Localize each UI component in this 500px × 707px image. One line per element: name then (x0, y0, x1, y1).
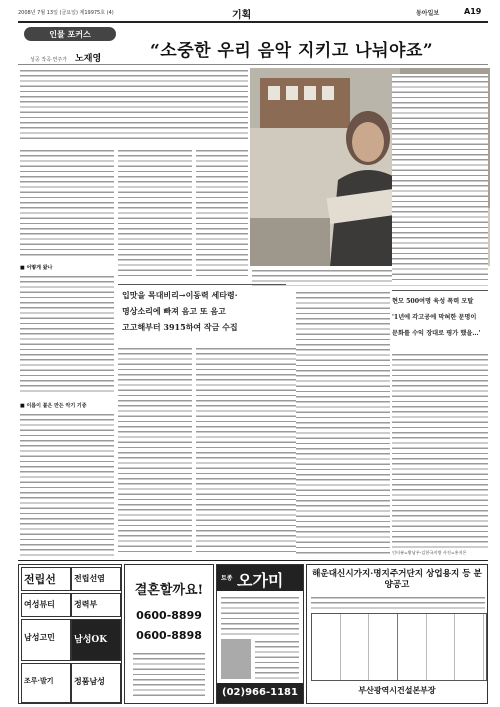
person-prefix: 성공 작곡·연주가 (30, 57, 67, 63)
sidebar-heading-1: ■ 어떻게 왔나 (20, 265, 53, 271)
ad-men-concern[interactable] (21, 619, 71, 661)
left-column-text-1 (20, 148, 114, 258)
estate-notice-table (311, 613, 487, 681)
classifieds-block (18, 564, 122, 704)
page-header (18, 6, 488, 20)
okami-ad-photo (221, 639, 251, 679)
ad-men-concern-title: 남성고민 (24, 632, 55, 642)
right-pull-quote-line-2: '1년에 각고공에 막혀한 문명이 (392, 314, 477, 321)
header-rule (18, 21, 488, 23)
okami-ad-text-2 (255, 639, 299, 679)
column-badge (24, 27, 116, 41)
middle-column-text-3 (118, 346, 192, 556)
headline-rule (18, 64, 488, 65)
estate-notice-title: 해운대신시가지·명지주거단지 상업용지 등 분양공고 (312, 569, 482, 590)
right-pull-quote-line-1: 현모 500여명 육성 폭력 모탈 (392, 298, 474, 305)
middle-column-text-1 (118, 148, 192, 278)
okami-ad-text (221, 595, 299, 635)
column-badge-label: 인물 포커스 (49, 30, 91, 39)
ad-genuine-men-title: 정품남성 (74, 676, 105, 686)
middle-column-text-2 (196, 148, 248, 278)
ad-prostatitis-title: 전립선염 (74, 573, 105, 583)
ads-top-rule (18, 560, 488, 561)
header-paper: 동아일보 (416, 10, 440, 17)
okami-ad-title: 오가미 (237, 571, 284, 590)
estate-notice-ad[interactable] (306, 564, 488, 704)
header-date: 2008년 7월 13일 (금요일) 제19975호 (4) (18, 10, 114, 16)
right-column-text-2 (392, 352, 488, 548)
pull-quote-line-3: 고고해부터 3915하여 작금 수집 (122, 322, 238, 332)
ad-men-ok[interactable] (71, 619, 121, 661)
headline: “소중한 우리 음악 지키고 나눠야죠” (150, 41, 434, 61)
left-column (20, 148, 114, 558)
ad-premature[interactable] (21, 663, 71, 703)
sidebar-heading-2: ■ 이름이 붙은 만든 악기 기증 (20, 403, 87, 409)
okami-ad-header (217, 565, 303, 591)
ad-women-beauty[interactable] (21, 593, 71, 617)
marriage-ad-details (133, 651, 205, 697)
pull-quote-rule-top (118, 284, 286, 285)
ad-premature-title: 조루·발기 (24, 676, 54, 685)
pull-quote-line-2: 명상소리에 빠져 음고 또 음고 (122, 306, 226, 316)
right-pull-quote-rule (392, 290, 488, 291)
right-pull-quote (392, 290, 488, 346)
ad-women-beauty-title: 여성뷰티 (24, 599, 55, 609)
okami-ad-phone: (02)966-1181 (222, 687, 298, 698)
ad-prostatitis[interactable] (71, 567, 121, 591)
ad-men-ok-title: 남성OK (74, 635, 108, 645)
pull-quote-line-1: 입맛을 목대비리→이동력 세타령· (122, 290, 238, 300)
byline: 인터뷰=황남우-김한국지방 사진=홍지은 (392, 550, 467, 555)
header-section: 기획 (232, 10, 252, 21)
right-column-text-1 (392, 74, 488, 284)
middle-column-text-4 (196, 346, 296, 556)
okami-ad-pre: 토종 (221, 575, 233, 582)
estate-notice-org: 부산광역시건설본부장 (358, 685, 436, 695)
okami-ad-phone-bar (217, 683, 303, 703)
pull-quote (118, 284, 286, 342)
lead-paragraph (20, 68, 248, 140)
ad-prostate[interactable] (21, 567, 71, 591)
person-name: 노재영 (75, 54, 102, 64)
marriage-ad[interactable] (124, 564, 214, 704)
ad-vigor-title: 정력부 (74, 599, 98, 609)
header-page-number: A19 (464, 7, 482, 16)
left-column-text-2 (20, 274, 114, 394)
left-column-text-3 (20, 412, 114, 558)
right-pull-quote-line-3: 문화를 수익 장대로 평가 했을…' (392, 330, 481, 337)
ad-genuine-men[interactable] (71, 663, 121, 703)
marriage-ad-phone-1: 0600-8899 (136, 609, 202, 622)
estate-notice-subtitle (311, 595, 485, 609)
okami-ad[interactable] (216, 564, 304, 704)
marriage-ad-title: 결혼할까요! (134, 583, 204, 598)
ad-prostate-title: 전립선 (24, 573, 56, 586)
ad-vigor[interactable] (71, 593, 121, 617)
middle-column-text-5 (296, 290, 390, 556)
marriage-ad-phone-2: 0600-8898 (136, 629, 202, 642)
